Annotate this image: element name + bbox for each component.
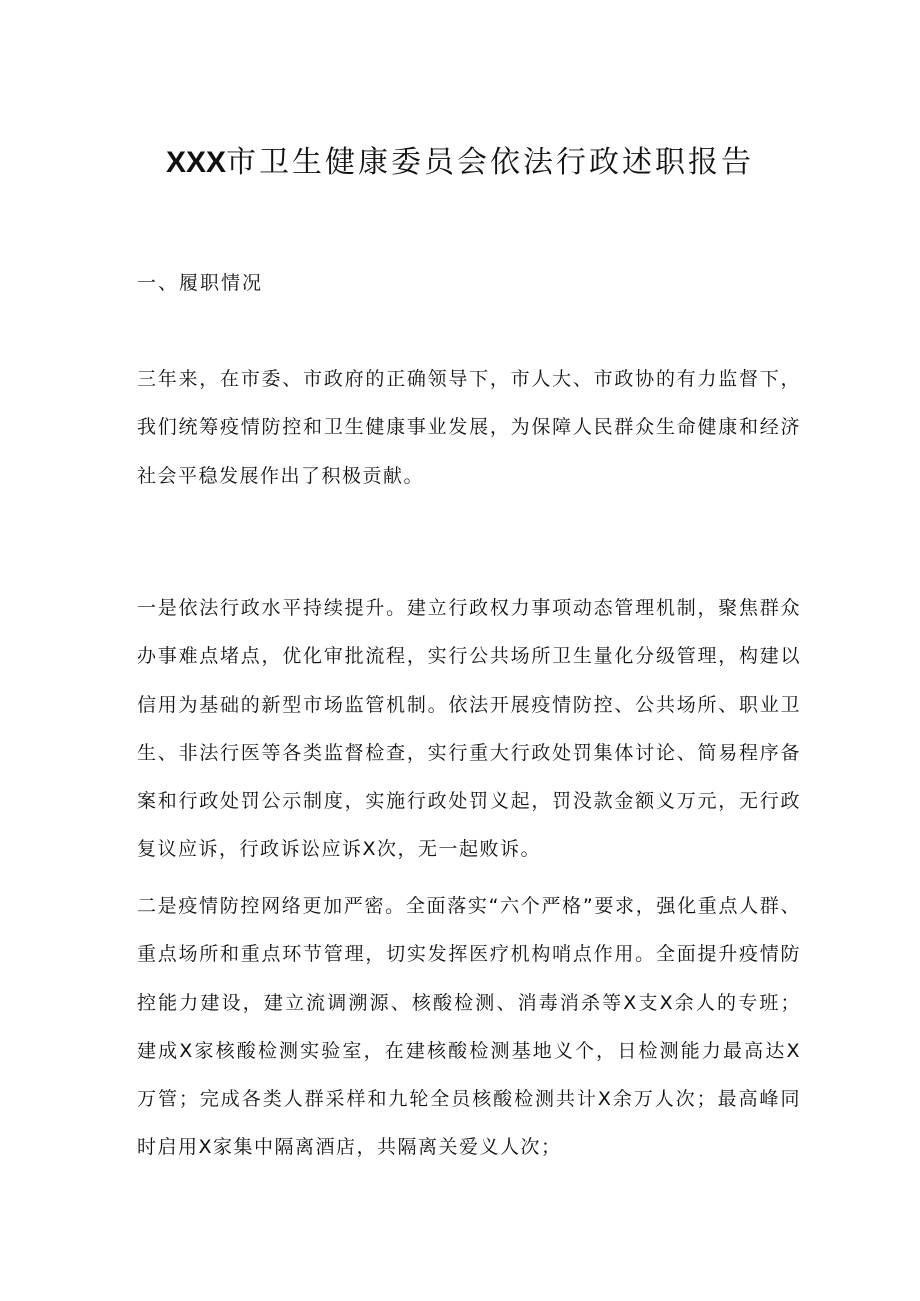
paragraph-rule-of-law: 一是依法行政水平持续提升。建立行政权力事项动态管理机制，聚焦群众办事难点堵点，优化审批流程，实行公共场所卫生量化分级管理，构建以信用为基础的新型市场监管机制。依法开展疫情防控、公共场所、职业卫生、非法行医等各类监督检查，实行重大行政处罚集体讨论、简易程序备案和行政处罚公示制度，实施行政处罚义起，罚没款金额义万元，无行政复议应诉，行政诉讼应诉X次，无一起败诉。 (137, 597, 801, 861)
title-main: 市卫生健康委员会依法行政述职报告 (226, 145, 755, 180)
section-heading: 一、履职情况 (137, 272, 264, 294)
title-prefix: XXX (165, 146, 227, 179)
paragraph-epidemic-control: 二是疫情防控网络更加严密。全面落实“六个严格”要求，强化重点人群、重点场所和重点环节管理，切实发挥医疗机构哨点作用。全面提升疫情防控能力建设，建立流调溯源、核酸检测、消毒消杀等X支X余人的专班；建成X家核酸检测实验室，在建核酸检测基地义个，日检测能力最高达X万管；完成各类人群采样和九轮全员核酸检测共计X余万人次；最高峰同时启用X家集中隔离酒店，共隔离关爱义人次； (137, 895, 801, 1159)
document-title (0, 141, 920, 185)
paragraph-intro: 三年来，在市委、市政府的正确领导下，市人大、市政协的有力监督下，我们统筹疫情防控和卫生健康事业发展，为保障人民群众生命健康和经济社会平稳发展作出了积极贡献。 (137, 368, 801, 487)
